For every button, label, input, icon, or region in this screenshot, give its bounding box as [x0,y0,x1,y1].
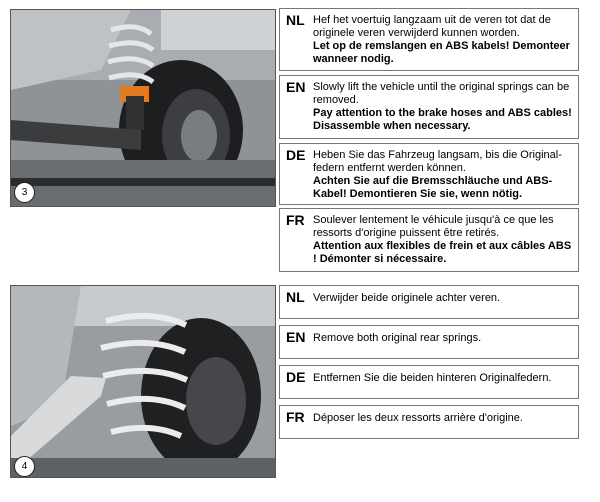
instruction-text: Heben Sie das Fahrzeug langsam, bis die Original-federn entfernt werden können. [313,149,562,174]
step4-block-fr [279,405,579,439]
language-code: DE [286,147,306,163]
warning-text: Attention aux flexibles de frein et aux câbles ABS ! Démonter si nécessaire. [313,240,572,265]
warning-text: Pay attention to the brake hoses and ABS cables! Disassemble when necessary. [313,107,572,132]
instruction-text: Déposer les deux ressorts arrière d'origine. [313,412,523,424]
step4-block-de [279,365,579,399]
warning-text: Let op de remslangen en ABS kabels! Demonteer wanneer nodig. [313,40,570,65]
step3-number-badge: 3 [14,182,35,203]
step4-number-badge: 4 [14,456,35,477]
step4-photo [10,285,276,478]
instruction-text: Soulever lentement le véhicule jusqu'à ce que les ressorts d'origine puissent être retirés. [313,214,554,239]
step3-block-en [279,75,579,139]
step3-block-fr [279,208,579,272]
instruction-text: Entfernen Sie die beiden hinteren Originalfedern. [313,372,552,384]
language-code: NL [286,289,305,305]
language-code: FR [286,409,305,425]
warning-text: Achten Sie auf die Bremsschläuche und ABS-Kabel! Demontieren Sie sie, wenn nötig. [313,175,553,200]
instruction-text: Verwijder beide originele achter veren. [313,292,501,304]
instruction-text: Slowly lift the vehicle until the original springs can be removed. [313,81,570,106]
step4-block-en [279,325,579,359]
step3-block-nl [279,8,579,71]
language-code: EN [286,79,306,95]
instruction-text: Hef het voertuig langzaam uit de veren tot dat de originele veren verwijderd kunnen worden. [313,14,551,39]
step3-block-de [279,143,579,205]
language-code: FR [286,212,305,228]
instruction-text: Remove both original rear springs. [313,332,482,344]
language-code: NL [286,12,305,28]
step3-photo [10,9,276,207]
language-code: EN [286,329,306,345]
step4-block-nl [279,285,579,319]
language-code: DE [286,369,306,385]
